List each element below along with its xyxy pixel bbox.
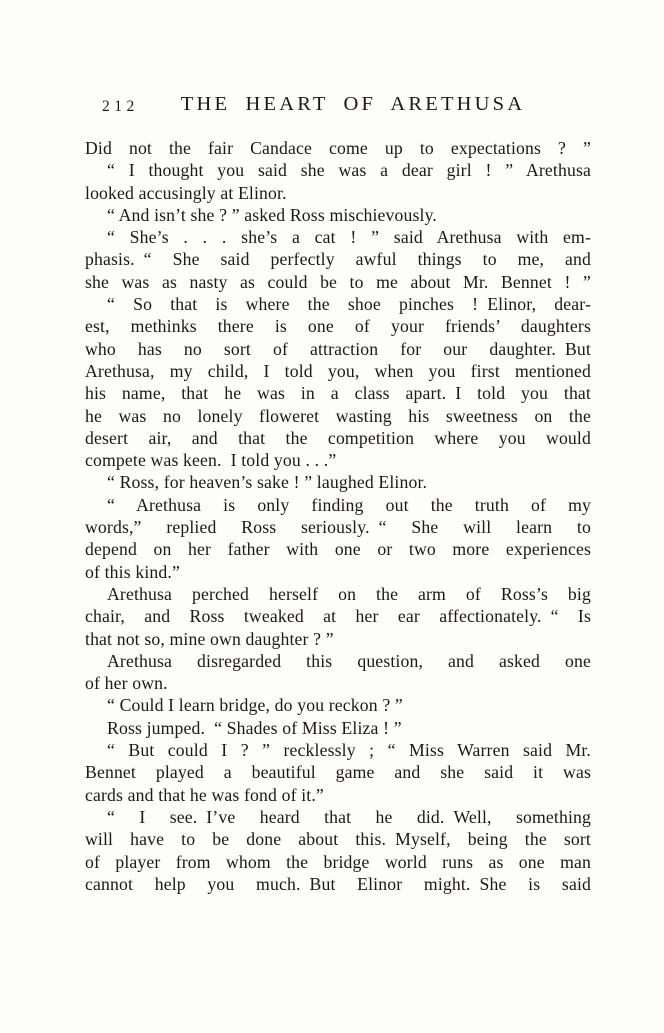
text-line: she was as nasty as could be to me about Mr. Bennet ! ” <box>85 271 591 292</box>
text-line: will have to be done about this. Myself, being the sort <box>85 829 591 850</box>
page-body <box>85 137 591 895</box>
text-line: “ So that is where the shoe pinches ! Elinor, dear- <box>107 294 591 315</box>
text-line: Did not the fair Candace come up to expectations ? ” <box>85 138 591 158</box>
text-line: Ross jumped. “ Shades of Miss Eliza ! ” <box>107 717 402 738</box>
running-title: THE HEART OF ARETHUSA <box>180 93 526 115</box>
text-line: of this kind.” <box>85 561 180 582</box>
text-line: cannot help you much. But Elinor might. She is said <box>85 873 591 894</box>
text-line: chair, and Ross tweaked at her ear affectionately. “ Is <box>85 606 591 627</box>
text-line: “ Could I learn bridge, do you reckon ? ” <box>107 695 403 716</box>
page-number: 212 <box>102 98 139 115</box>
text-line: looked accusingly at Elinor. <box>85 182 287 203</box>
text-line: of player from whom the bridge world runs as one man <box>85 851 591 872</box>
text-line: who has no sort of attraction for our daughter. But <box>85 338 591 359</box>
text-line: “ She’s . . . she’s a cat ! ” said Arethusa with em- <box>107 227 591 248</box>
text-line: est, methinks there is one of your friends’ daughters <box>85 316 591 337</box>
text-line: “ I see. I’ve heard that he did. Well, something <box>107 806 591 827</box>
text-line: cards and that he was fond of it.” <box>85 784 324 805</box>
text-line: that not so, mine own daughter ? ” <box>85 628 334 649</box>
text-line: Bennet played a beautiful game and she said it was <box>85 762 591 783</box>
text-line: Arethusa, my child, I told you, when you first mentioned <box>85 360 591 381</box>
text-line: desert air, and that the competition where you would <box>85 427 591 448</box>
text-line: depend on her father with one or two more experiences <box>85 539 591 560</box>
text-line: Arethusa disregarded this question, and asked one <box>107 650 591 671</box>
text-line: Arethusa perched herself on the arm of Ross’s big <box>107 583 591 604</box>
text-line: phasis. “ She said perfectly awful things to me, and <box>85 249 591 270</box>
text-line: compete was keen. I told you . . .” <box>85 450 337 471</box>
text-line: “ Arethusa is only finding out the truth of my <box>107 494 591 515</box>
text-line: he was no lonely floweret wasting his sweetness on the <box>85 405 591 426</box>
text-line: “ Ross, for heaven’s sake ! ” laughed Elinor. <box>107 472 428 493</box>
text-line: words,” replied Ross seriously. “ She will learn to <box>85 517 591 538</box>
text-line: “ But could I ? ” recklessly ; “ Miss Warren said Mr. <box>107 740 591 761</box>
text-line: his name, that he was in a class apart. I told you that <box>85 383 591 404</box>
text-line: of her own. <box>85 673 168 694</box>
page-header <box>85 93 591 119</box>
text-line: “ I thought you said she was a dear girl ! ” Arethusa <box>107 160 591 181</box>
text-line: “ And isn’t she ? ” asked Ross mischievously. <box>107 204 438 225</box>
